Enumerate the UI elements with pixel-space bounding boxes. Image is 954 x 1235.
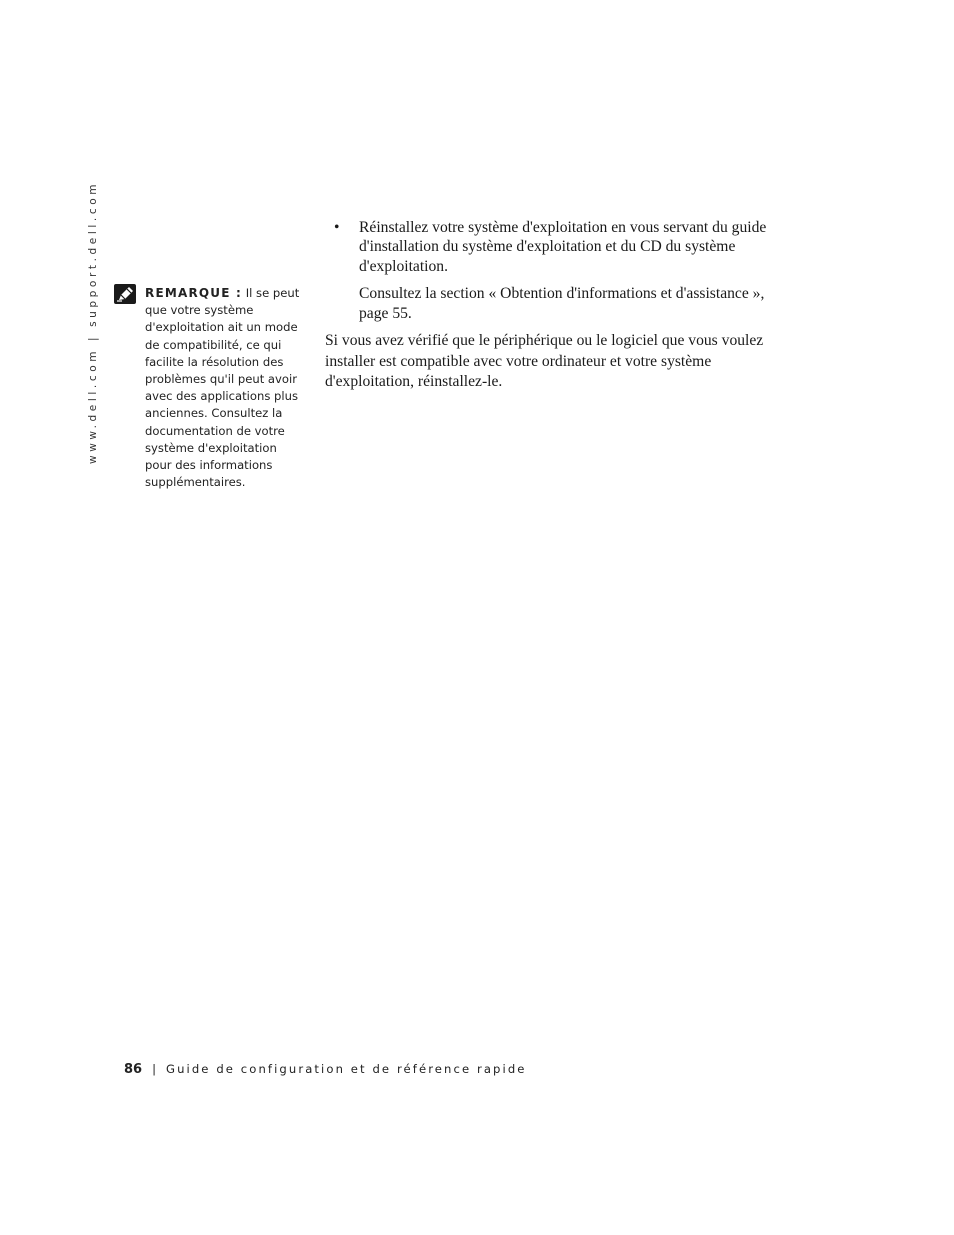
bullet-text: Réinstallez votre système d'exploitation en vous servant du guide d'installation du système d'exploitation et du CD du système d'exploitation. xyxy=(359,219,767,275)
bullet-sub-paragraph: Consultez la section « Obtention d'informations et d'assistance », page 55. xyxy=(359,285,765,322)
note-label: REMARQUE : xyxy=(145,286,243,300)
main-content xyxy=(325,218,795,393)
page-footer xyxy=(124,1062,527,1077)
bullet-item xyxy=(325,218,795,276)
note-text-block xyxy=(145,284,304,491)
pencil-note-icon xyxy=(114,284,136,304)
side-url-text: www.dell.com | support.dell.com xyxy=(87,180,99,464)
side-url-margin xyxy=(84,180,99,464)
body-paragraph: Si vous avez vérifié que le périphérique ou le logiciel que vous voulez installer est compatible avec votre ordinateur et votre système d'exploitation, réinstallez-le. xyxy=(325,332,764,391)
note-body: Il se peut que votre système d'exploitation ait un mode de compatibilité, ce qui facilite la résolution des problèmes qu'il peut avoir avec des applications plus anciennes. Consultez la documentation de votre système d'exploitation pour des informations supplémentaires. xyxy=(145,286,300,490)
footer-title: Guide de configuration et de référence rapide xyxy=(166,1062,527,1076)
bullet-mark: • xyxy=(334,219,340,236)
note-box xyxy=(114,284,304,491)
footer-separator: | xyxy=(152,1062,156,1076)
page-number: 86 xyxy=(124,1062,143,1077)
